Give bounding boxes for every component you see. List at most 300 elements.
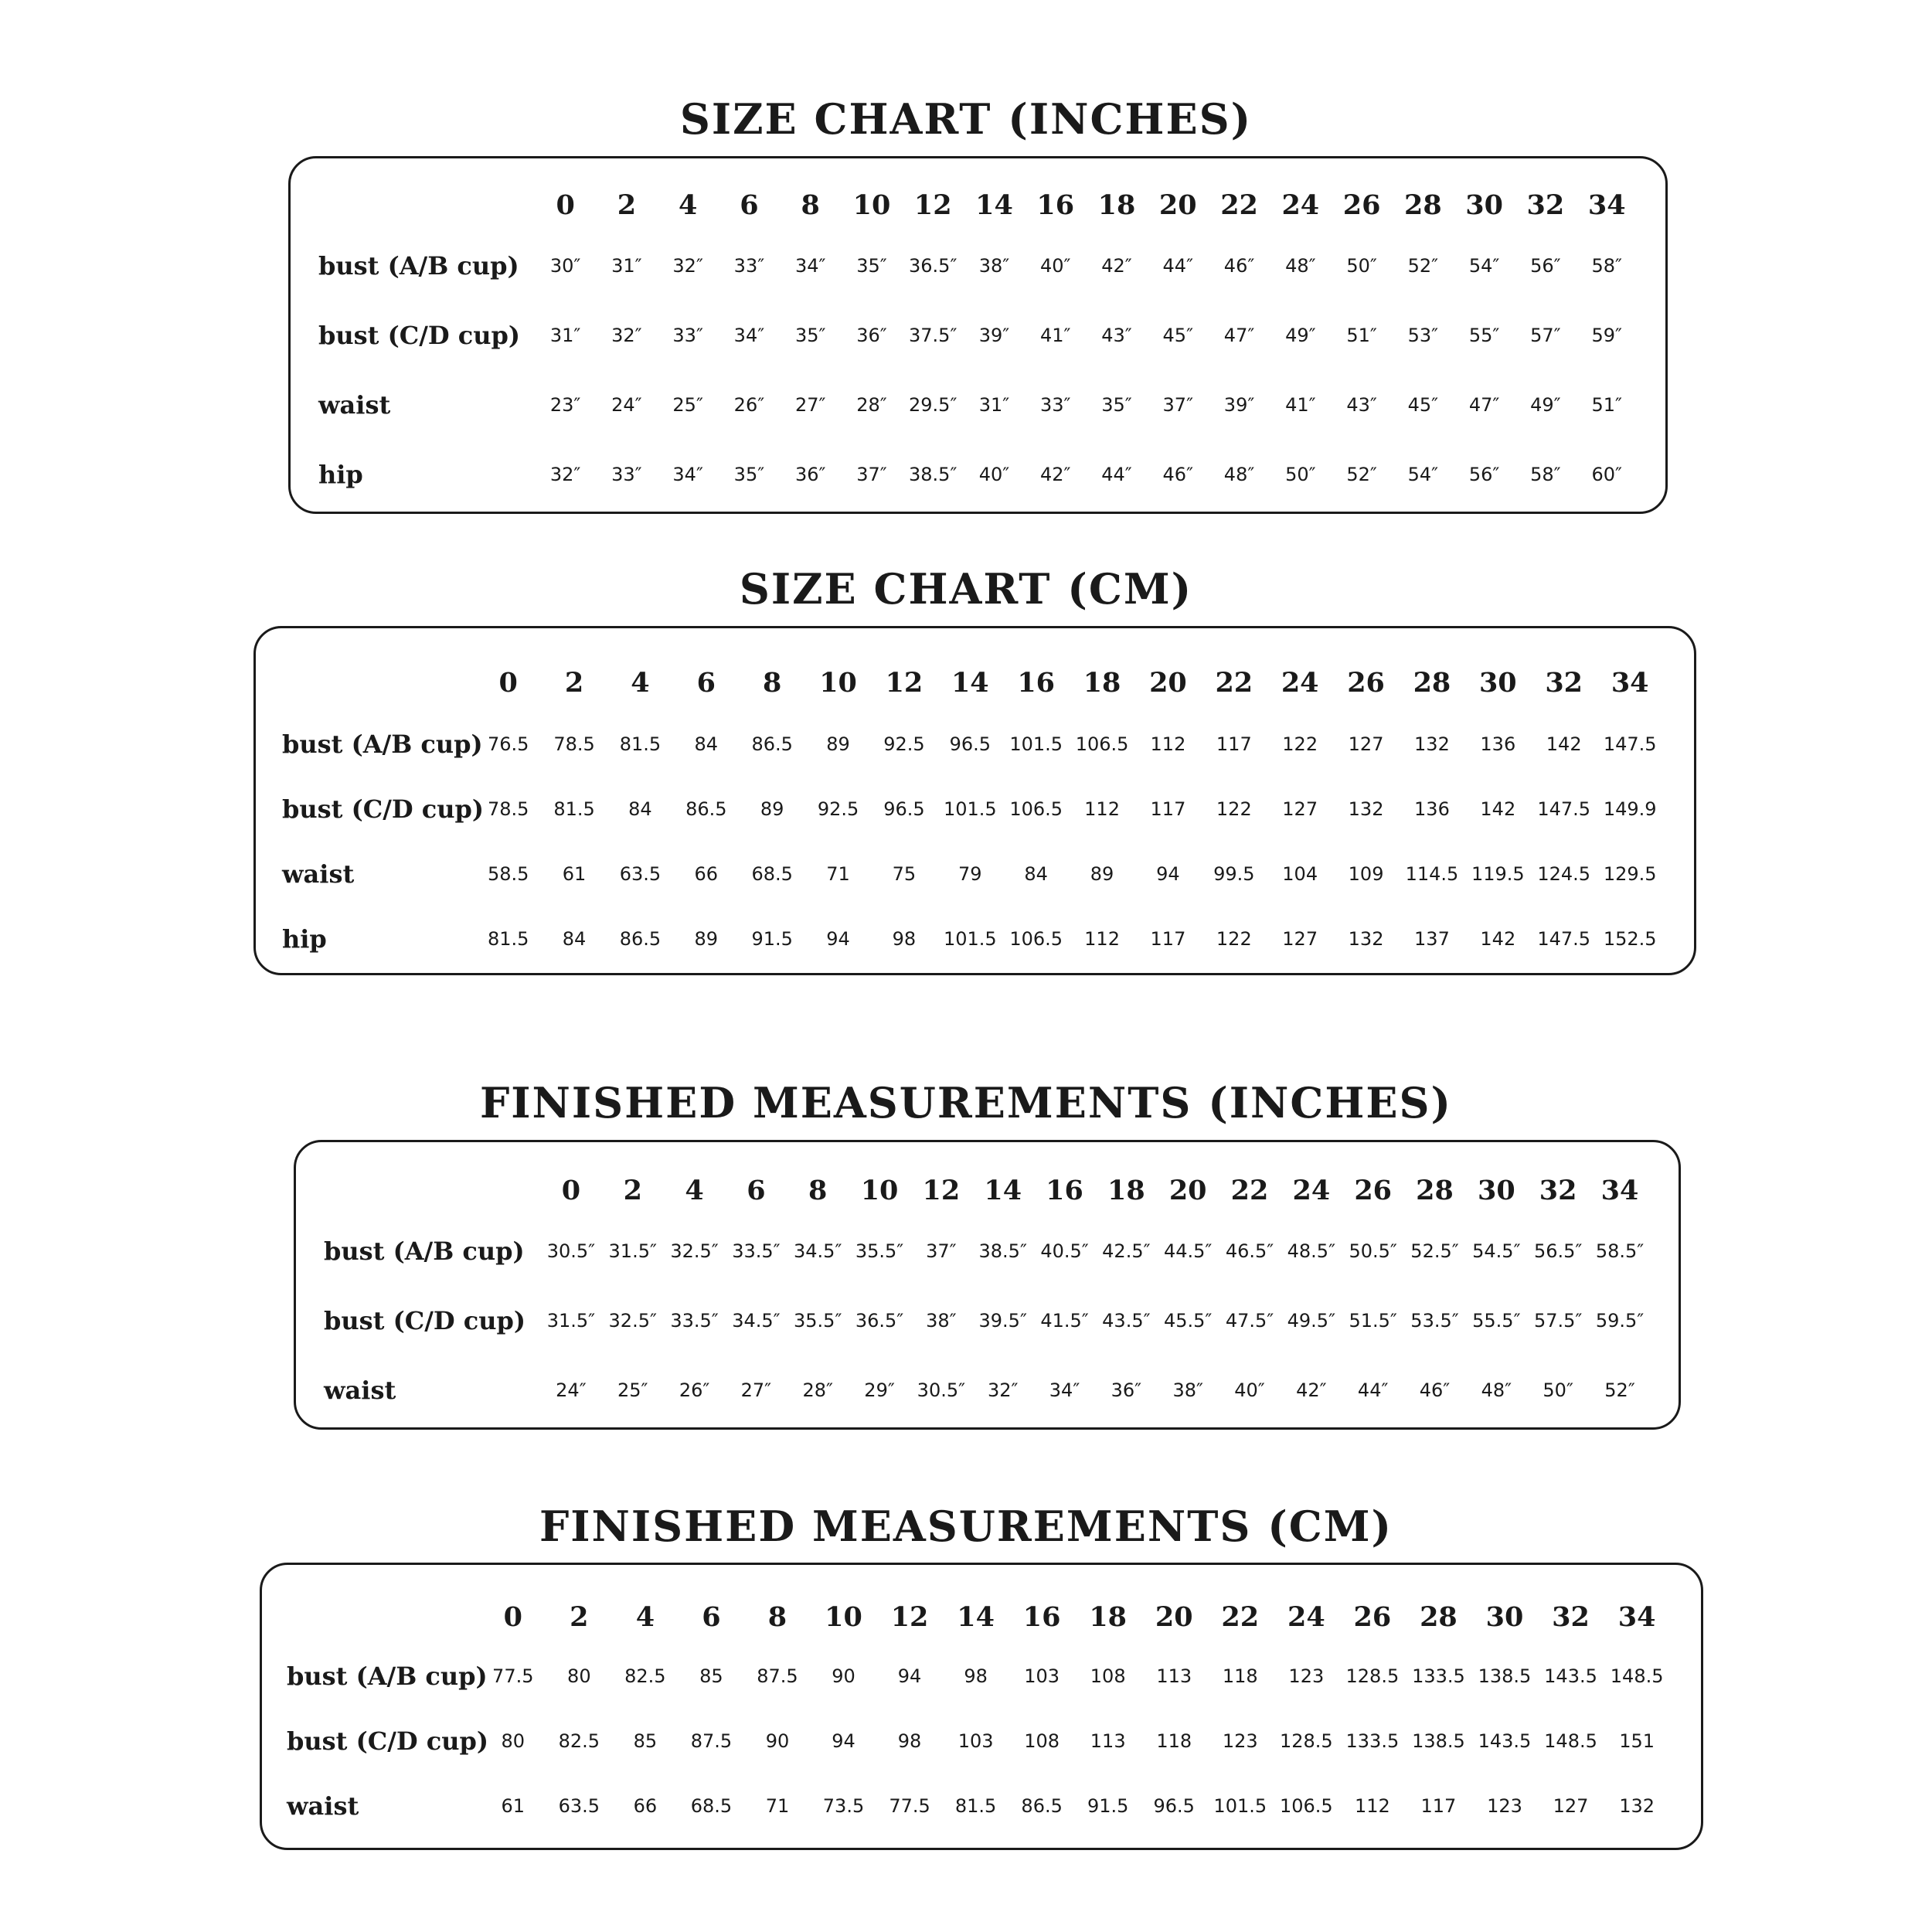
measurement-cell: 98 [964,1665,988,1687]
measurement-cell: 33″ [733,255,765,277]
measurement-cell: 56.5″ [1533,1240,1583,1262]
measurement-cell: 35.5″ [855,1240,904,1262]
measurement-cell: 84 [1024,863,1048,885]
measurement-cell: 32″ [549,464,581,485]
size-column-header: 22 [1221,1600,1260,1633]
measurement-cell: 44″ [1162,255,1194,277]
size-chart-cm-title: SIZE CHART (CM) [739,564,1193,614]
size-column-header: 4 [685,1174,704,1206]
measurement-cell: 147.5 [1603,733,1657,755]
measurement-cell: 127 [1348,733,1384,755]
measurement-cell: 31″ [978,394,1010,416]
size-column-header: 14 [951,666,989,699]
measurement-cell: 38″ [978,255,1010,277]
measurement-cell: 40″ [1234,1379,1265,1401]
measurement-cell: 66 [633,1795,658,1817]
measurement-cell: 85 [633,1730,658,1752]
size-column-header: 16 [1036,189,1075,221]
size-column-header: 8 [767,1600,787,1633]
measurement-cell: 136 [1414,798,1450,820]
measurement-cell: 25″ [617,1379,648,1401]
measurement-cell: 148.5 [1544,1730,1597,1752]
measurement-cell: 81.5 [487,928,529,950]
measurement-cell: 77.5 [889,1795,930,1817]
measurement-cell: 89 [1090,863,1114,885]
measurement-cell: 68.5 [690,1795,733,1817]
measurement-cell: 89 [760,798,784,820]
measurement-cell: 46″ [1419,1379,1451,1401]
measurement-cell: 142 [1546,733,1582,755]
measurement-cell: 81.5 [954,1795,997,1817]
measurement-cell: 78.5 [487,798,529,820]
size-column-header: 32 [1545,666,1583,699]
size-column-header: 10 [852,189,891,221]
measurement-cell: 36.5″ [855,1310,904,1332]
measurement-cell: 34″ [1049,1379,1080,1401]
measurement-cell: 50″ [1346,255,1377,277]
row-label: waist [318,390,391,420]
measurement-cell: 28″ [856,394,887,416]
size-column-header: 6 [740,189,759,221]
measurement-cell: 106.5 [1279,1795,1333,1817]
measurement-cell: 52″ [1346,464,1377,485]
measurement-cell: 53.5″ [1410,1310,1459,1332]
measurement-cell: 86.5 [685,798,727,820]
measurement-cell: 48.5″ [1287,1240,1336,1262]
size-column-header: 26 [1342,189,1381,221]
measurement-cell: 30″ [549,255,581,277]
size-column-header: 34 [1611,666,1649,699]
row-label: bust (C/D cup) [318,321,521,350]
row-label: bust (A/B cup) [287,1662,488,1691]
measurement-cell: 132 [1414,733,1450,755]
measurement-cell: 52″ [1407,255,1439,277]
measurement-cell: 58″ [1591,255,1623,277]
measurement-cell: 54″ [1407,464,1439,485]
size-chart-inches-box [288,156,1668,514]
measurement-cell: 34″ [794,255,826,277]
measurement-cell: 94 [897,1665,922,1687]
measurement-cell: 33.5″ [670,1310,719,1332]
measurement-cell: 31″ [549,325,581,346]
measurement-cell: 35″ [1101,394,1132,416]
row-label: hip [318,460,363,489]
measurement-cell: 41″ [1040,325,1071,346]
size-column-header: 0 [503,1600,522,1633]
measurement-cell: 84 [628,798,652,820]
size-column-header: 18 [1107,1174,1145,1206]
size-column-header: 10 [819,666,857,699]
measurement-cell: 31.5″ [608,1240,657,1262]
measurement-cell: 129.5 [1603,863,1657,885]
size-column-header: 34 [1587,189,1626,221]
measurement-cell: 94 [1156,863,1180,885]
corner-cell [287,1590,480,1644]
size-column-header: 0 [498,666,518,699]
measurement-cell: 44″ [1357,1379,1389,1401]
measurement-cell: 46″ [1162,464,1194,485]
size-column-header: 32 [1552,1600,1590,1633]
measurement-cell: 47″ [1468,394,1500,416]
measurement-cell: 127 [1282,928,1318,950]
measurement-cell: 68.5 [751,863,793,885]
measurement-cell: 90 [832,1665,855,1687]
measurement-cell: 38″ [1172,1379,1203,1401]
measurement-cell: 127 [1282,798,1318,820]
size-column-header: 24 [1292,1174,1331,1206]
measurement-cell: 37.5″ [909,325,957,346]
size-column-header: 18 [1089,1600,1128,1633]
size-column-header: 28 [1413,666,1451,699]
measurement-cell: 51″ [1346,325,1377,346]
measurement-cell: 51″ [1591,394,1623,416]
size-column-header: 18 [1083,666,1121,699]
measurement-cell: 117 [1216,733,1252,755]
measurement-cell: 123 [1222,1730,1258,1752]
measurement-cell: 142 [1480,928,1516,950]
measurement-cell: 87.5 [757,1665,798,1687]
measurement-cell: 40.5″ [1040,1240,1089,1262]
measurement-cell: 123 [1288,1665,1325,1687]
size-chart-inches-table [318,179,1638,509]
measurement-cell: 96.5 [949,733,992,755]
size-column-header: 30 [1485,1600,1524,1633]
size-column-header: 24 [1281,189,1320,221]
measurement-cell: 34″ [733,325,765,346]
row-label: bust (C/D cup) [287,1726,489,1756]
measurement-cell: 132 [1619,1795,1655,1817]
measurement-cell: 45″ [1407,394,1439,416]
measurement-cell: 132 [1348,798,1384,820]
measurement-cell: 40″ [978,464,1010,485]
measurement-cell: 75 [892,863,917,885]
measurement-cell: 101.5 [1009,733,1063,755]
measurement-cell: 53″ [1407,325,1439,346]
measurement-cell: 24″ [556,1379,587,1401]
corner-cell [282,653,475,712]
measurement-cell: 51.5″ [1349,1310,1397,1332]
table-row [287,1644,1670,1709]
row-label: bust (A/B cup) [318,251,519,281]
row-label: bust (C/D cup) [324,1306,526,1335]
measurement-cell: 114.5 [1405,863,1459,885]
measurement-cell: 27″ [794,394,826,416]
table-row [287,1774,1670,1838]
measurement-cell: 49″ [1530,394,1561,416]
size-column-header: 4 [635,1600,655,1633]
measurement-cell: 49″ [1285,325,1316,346]
measurement-cell: 63.5 [558,1795,600,1817]
table-row [282,906,1663,971]
table-row [318,370,1638,440]
measurement-cell: 84 [562,928,587,950]
size-column-header: 2 [564,666,584,699]
measurement-cell: 59″ [1591,325,1623,346]
measurement-cell: 90 [765,1730,790,1752]
size-header-row [324,1164,1651,1216]
size-column-header: 12 [922,1174,961,1206]
row-label: bust (A/B cup) [282,730,483,759]
measurement-cell: 38.5″ [978,1240,1027,1262]
measurement-cell: 57.5″ [1533,1310,1583,1332]
measurement-cell: 152.5 [1603,928,1657,950]
measurement-cell: 31″ [611,255,642,277]
size-column-header: 22 [1215,666,1253,699]
table-row [318,301,1638,370]
measurement-cell: 132 [1348,928,1384,950]
size-column-header: 20 [1158,189,1197,221]
measurement-cell: 33″ [611,464,642,485]
measurement-cell: 33″ [672,325,703,346]
measurement-cell: 104 [1282,863,1318,885]
measurement-cell: 108 [1090,1665,1126,1687]
measurement-cell: 124.5 [1537,863,1591,885]
measurement-cell: 28″ [802,1379,833,1401]
measurement-cell: 81.5 [553,798,595,820]
measurement-cell: 50″ [1285,464,1316,485]
measurement-cell: 81.5 [619,733,662,755]
measurement-cell: 122 [1216,928,1252,950]
measurement-cell: 128.5 [1279,1730,1333,1752]
measurement-cell: 103 [957,1730,994,1752]
measurement-cell: 32.5″ [670,1240,719,1262]
table-row [287,1709,1670,1774]
measurement-cell: 92.5 [883,733,925,755]
measurement-cell: 98 [892,928,917,950]
measurement-cell: 85 [699,1665,723,1687]
finished-measurements-cm-box [260,1563,1703,1850]
size-column-header: 16 [1046,1174,1083,1206]
measurement-cell: 38″ [926,1310,957,1332]
measurement-cell: 39.5″ [978,1310,1027,1332]
measurement-cell: 34.5″ [732,1310,781,1332]
size-column-header: 32 [1526,189,1565,221]
size-column-header: 0 [556,189,575,221]
size-chart-cm-box [253,626,1696,975]
measurement-cell: 50″ [1543,1379,1573,1401]
measurement-cell: 103 [1024,1665,1060,1687]
table-row [318,440,1638,509]
size-column-header: 16 [1017,666,1056,699]
measurement-cell: 48″ [1223,464,1255,485]
measurement-cell: 38.5″ [909,464,957,485]
measurement-cell: 138.5 [1478,1665,1532,1687]
size-column-header: 12 [913,189,952,221]
measurement-cell: 112 [1084,928,1120,950]
measurement-cell: 109 [1348,863,1384,885]
measurement-cell: 143.5 [1544,1665,1597,1687]
finished-measurements-inches-title: FINISHED MEASUREMENTS (INCHES) [479,1078,1453,1128]
measurement-cell: 27″ [740,1379,772,1401]
measurement-cell: 96.5 [1153,1795,1195,1817]
measurement-cell: 78.5 [553,733,595,755]
measurement-cell: 137 [1414,928,1450,950]
measurement-cell: 44.5″ [1163,1240,1213,1262]
measurement-cell: 113 [1090,1730,1126,1752]
measurement-cell: 86.5 [751,733,793,755]
measurement-cell: 84 [694,733,719,755]
measurement-cell: 40″ [1040,255,1071,277]
measurement-cell: 136 [1480,733,1516,755]
row-label: hip [282,924,327,954]
measurement-cell: 29″ [864,1379,895,1401]
measurement-cell: 71 [826,863,850,885]
measurement-cell: 138.5 [1412,1730,1465,1752]
measurement-cell: 77.5 [492,1665,534,1687]
size-column-header: 6 [747,1174,766,1206]
measurement-cell: 37″ [1162,394,1194,416]
measurement-cell: 118 [1222,1665,1258,1687]
row-label: waist [324,1376,396,1405]
measurement-cell: 41″ [1285,394,1316,416]
size-column-header: 28 [1416,1174,1454,1206]
measurement-cell: 89 [826,733,850,755]
measurement-cell: 37″ [926,1240,957,1262]
measurement-cell: 50.5″ [1349,1240,1397,1262]
table-row [324,1286,1651,1355]
measurement-cell: 48″ [1481,1379,1512,1401]
measurement-cell: 57″ [1530,325,1561,346]
row-label: waist [287,1791,359,1821]
measurement-cell: 41.5″ [1040,1310,1089,1332]
measurement-cell: 143.5 [1478,1730,1532,1752]
corner-cell [318,179,535,231]
measurement-cell: 101.5 [943,928,997,950]
measurement-cell: 55.5″ [1472,1310,1521,1332]
measurement-cell: 30.5″ [917,1379,966,1401]
measurement-cell: 30.5″ [546,1240,596,1262]
measurement-cell: 80 [567,1665,591,1687]
measurement-cell: 113 [1156,1665,1192,1687]
measurement-cell: 58.5 [487,863,529,885]
measurement-cell: 71 [765,1795,790,1817]
measurement-cell: 108 [1024,1730,1060,1752]
measurement-cell: 43″ [1346,394,1377,416]
size-column-header: 16 [1022,1600,1061,1633]
size-column-header: 24 [1281,666,1319,699]
size-column-header: 2 [623,1174,642,1206]
measurement-cell: 26″ [733,394,765,416]
measurement-cell: 31.5″ [546,1310,596,1332]
measurement-cell: 117 [1420,1795,1457,1817]
size-column-header: 14 [975,189,1013,221]
measurement-cell: 61 [501,1795,526,1817]
measurement-cell: 101.5 [1213,1795,1267,1817]
measurement-cell: 98 [897,1730,922,1752]
size-column-header: 26 [1354,1174,1393,1206]
measurement-cell: 54.5″ [1472,1240,1521,1262]
measurement-cell: 47″ [1223,325,1255,346]
table-row [324,1355,1651,1425]
measurement-cell: 112 [1150,733,1186,755]
measurement-cell: 43.5″ [1102,1310,1151,1332]
measurement-cell: 106.5 [1009,928,1063,950]
size-column-header: 14 [984,1174,1022,1206]
measurement-cell: 36.5″ [909,255,957,277]
size-column-header: 30 [1478,666,1517,699]
measurement-cell: 147.5 [1537,798,1591,820]
measurement-cell: 94 [826,928,850,950]
measurement-cell: 151 [1619,1730,1655,1752]
measurement-cell: 42″ [1040,464,1071,485]
measurement-cell: 36″ [794,464,826,485]
measurement-cell: 149.9 [1603,798,1657,820]
measurement-cell: 42″ [1101,255,1132,277]
measurement-cell: 148.5 [1610,1665,1664,1687]
size-column-header: 10 [860,1174,899,1206]
measurement-cell: 80 [501,1730,526,1752]
measurement-cell: 35″ [733,464,765,485]
measurement-cell: 142 [1480,798,1516,820]
measurement-cell: 26″ [679,1379,710,1401]
size-column-header: 2 [617,189,637,221]
size-column-header: 26 [1353,1600,1392,1633]
table-row [282,842,1663,906]
measurement-cell: 122 [1216,798,1252,820]
size-column-header: 10 [825,1600,862,1633]
size-column-header: 20 [1155,1600,1193,1633]
measurement-cell: 112 [1084,798,1120,820]
size-column-header: 28 [1403,189,1442,221]
measurement-cell: 37″ [856,464,887,485]
measurement-cell: 58.5″ [1595,1240,1645,1262]
finished-measurements-inches-table [324,1164,1651,1425]
size-chart-inches-title: SIZE CHART (INCHES) [679,94,1253,144]
size-column-header: 22 [1220,189,1258,221]
size-column-header: 28 [1420,1600,1458,1633]
measurement-cell: 92.5 [817,798,859,820]
table-row [318,231,1638,301]
size-column-header: 2 [570,1600,589,1633]
measurement-cell: 58″ [1530,464,1561,485]
size-chart-cm-table [282,653,1663,971]
finished-measurements-inches-box [294,1140,1681,1430]
measurement-cell: 32″ [611,325,642,346]
measurement-cell: 46″ [1223,255,1255,277]
measurement-cell: 79 [958,863,982,885]
size-column-header: 12 [885,666,923,699]
size-column-header: 12 [890,1600,929,1633]
table-row [282,777,1663,842]
measurement-cell: 48″ [1285,255,1316,277]
measurement-cell: 86.5 [619,928,662,950]
measurement-cell: 91.5 [1087,1795,1129,1817]
size-column-header: 32 [1539,1174,1577,1206]
size-column-header: 0 [561,1174,581,1206]
measurement-cell: 63.5 [619,863,662,885]
size-column-header: 20 [1149,666,1187,699]
size-column-header: 6 [702,1600,721,1633]
measurement-cell: 32.5″ [608,1310,657,1332]
finished-measurements-cm-table [287,1590,1670,1838]
finished-measurements-cm-title: FINISHED MEASUREMENTS (CM) [539,1502,1393,1551]
measurement-cell: 106.5 [1075,733,1129,755]
measurement-cell: 32″ [987,1379,1019,1401]
measurement-cell: 49.5″ [1287,1310,1336,1332]
measurement-cell: 89 [694,928,719,950]
measurement-cell: 106.5 [1009,798,1063,820]
size-column-header: 34 [1617,1600,1656,1633]
measurement-cell: 112 [1354,1795,1390,1817]
measurement-cell: 119.5 [1471,863,1525,885]
measurement-cell: 147.5 [1537,928,1591,950]
measurement-cell: 42.5″ [1102,1240,1151,1262]
row-label: waist [282,859,355,889]
measurement-cell: 82.5 [558,1730,600,1752]
measurement-cell: 23″ [549,394,581,416]
size-column-header: 24 [1287,1600,1325,1633]
measurement-cell: 55″ [1468,325,1500,346]
